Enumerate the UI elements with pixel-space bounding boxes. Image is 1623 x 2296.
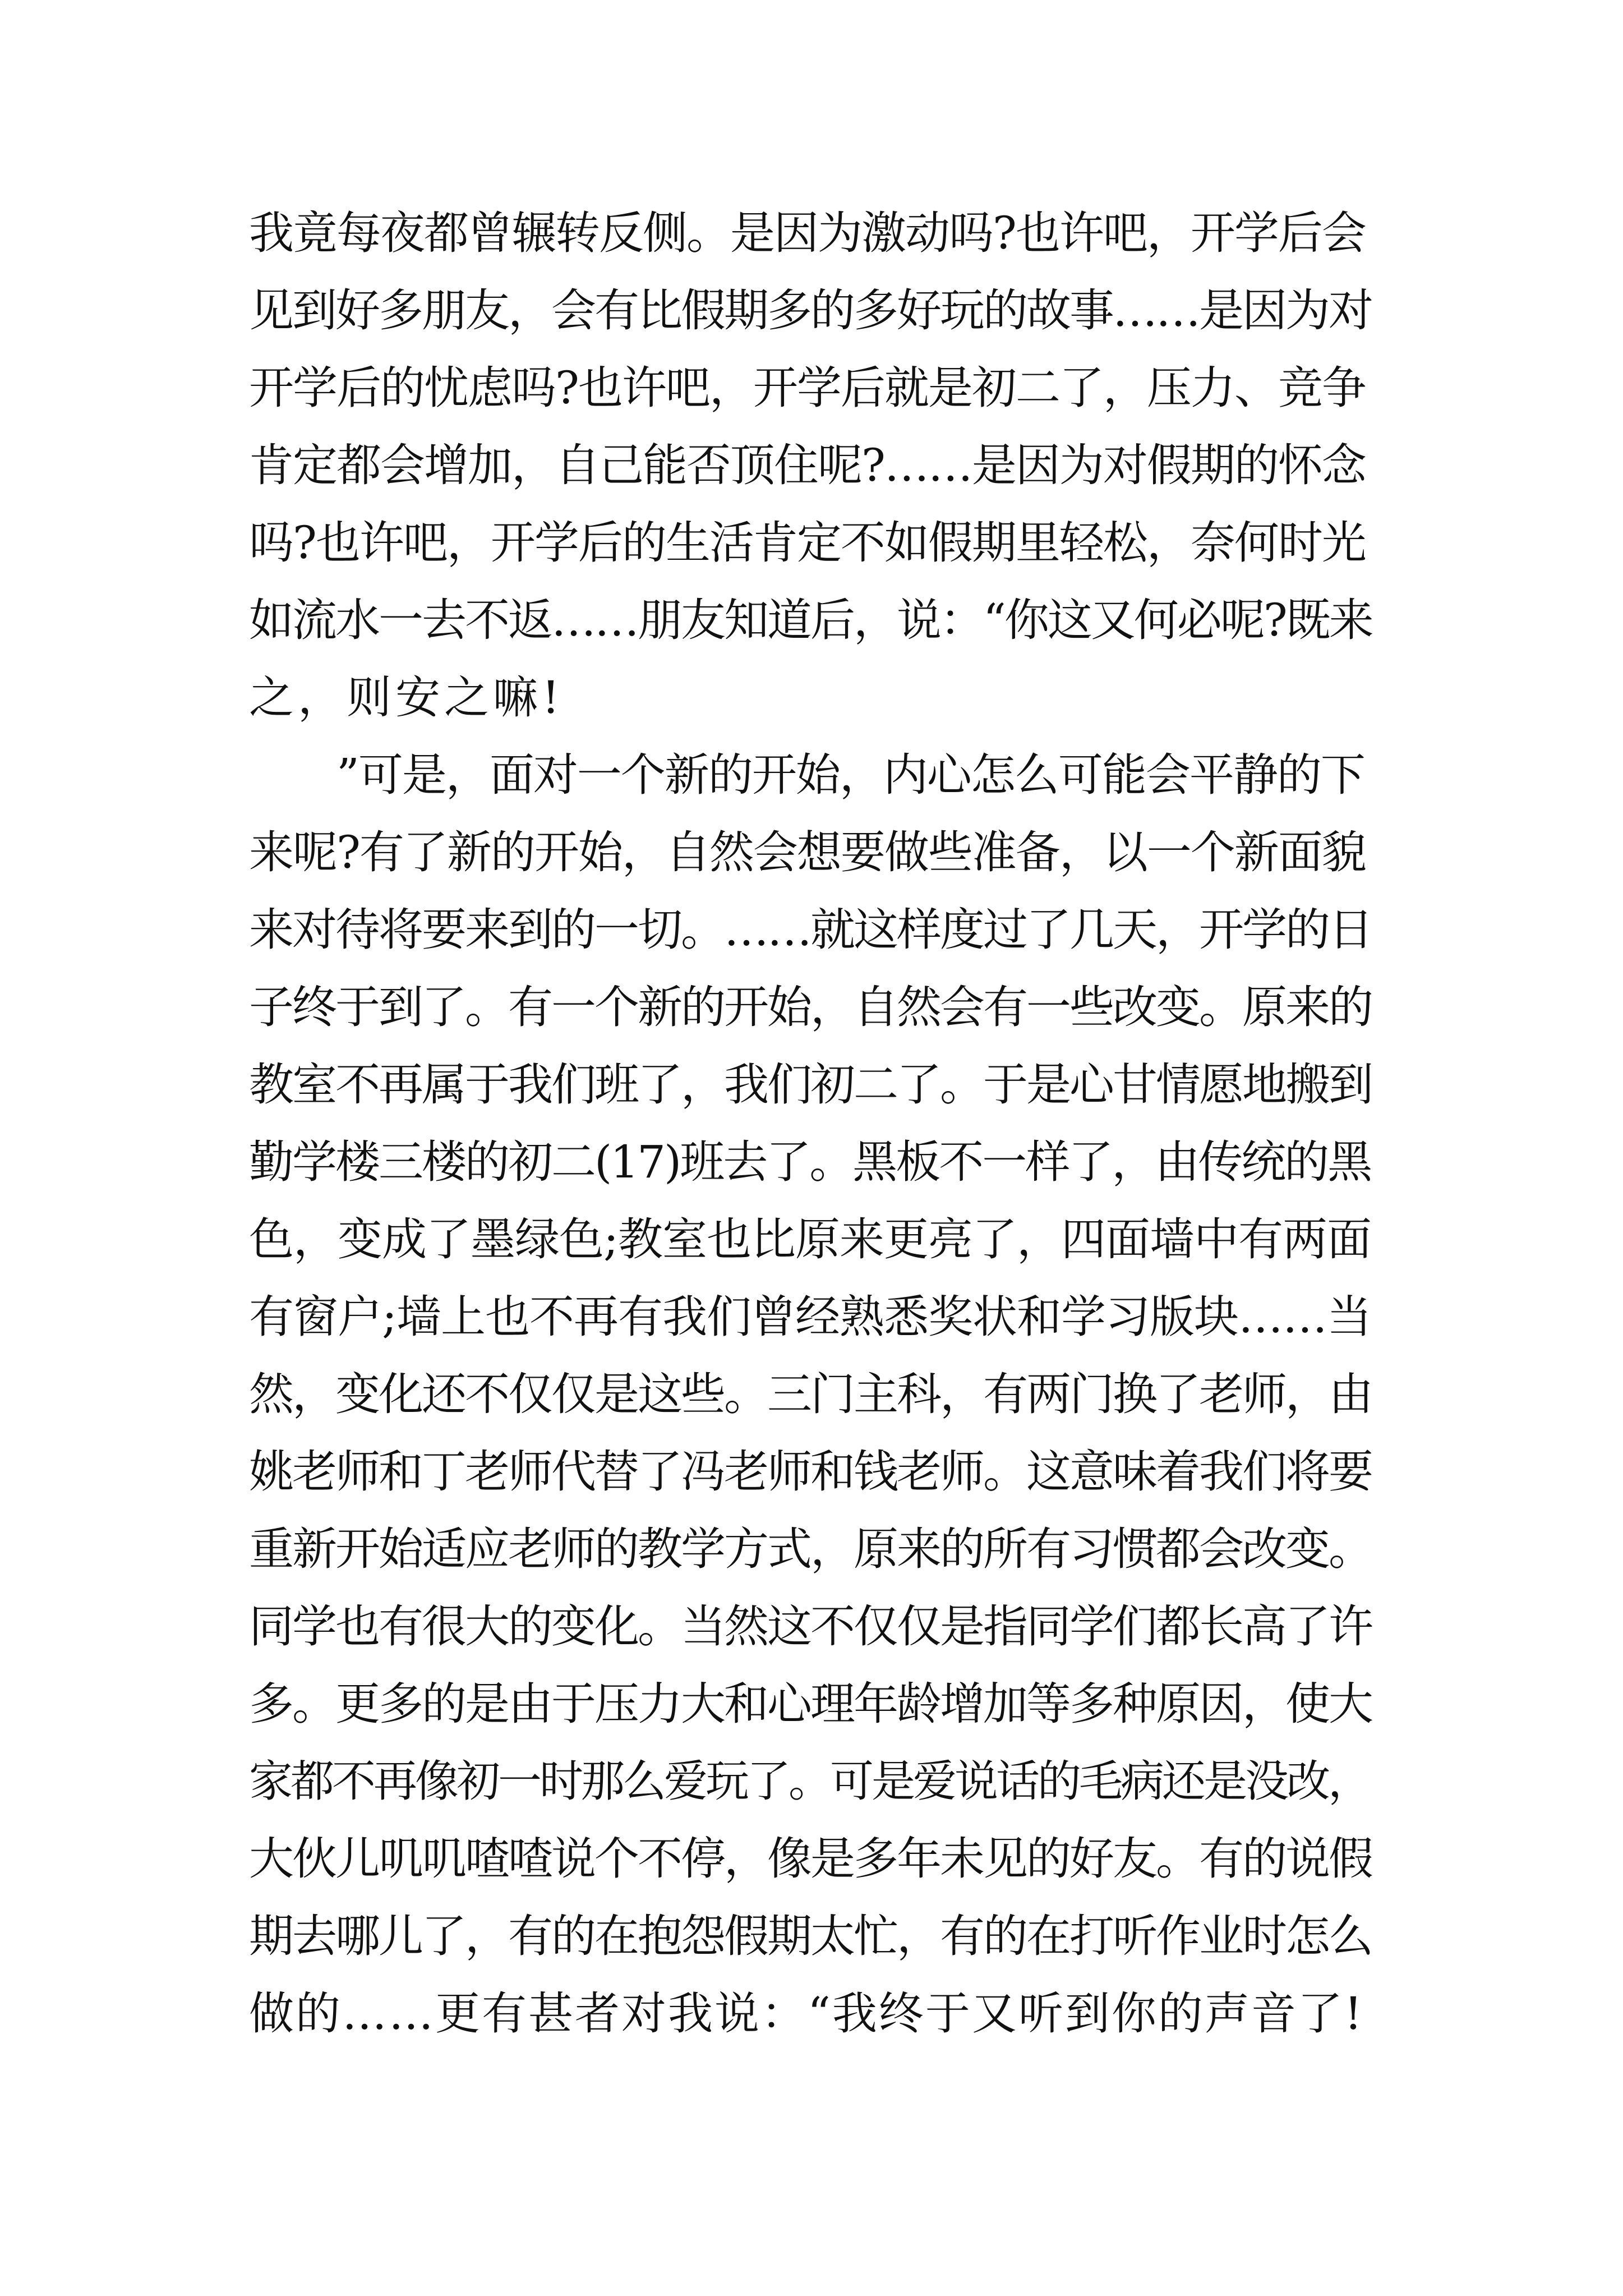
text-line: 吗?也许吧，开学后的生活肯定不如假期里轻松，奈何时光 — [249, 517, 1366, 569]
text-line: 多。更多的是由于压力大和心理年龄增加等多种原因，使大 — [249, 1678, 1372, 1730]
text-line: ”可是，面对一个新的开始，内心怎么可能会平静的下 — [249, 749, 1364, 801]
text-line: 肯定都会增加，自己能否顶住呢?……是因为对假期的怀念 — [249, 439, 1366, 491]
text-line: 期去哪儿了，有的在抱怨假期太忙，有的在打听作业时怎么 — [249, 1910, 1372, 1962]
text-line: 开学后的忧虑吗?也许吧，开学后就是初二了，压力、竞争 — [249, 362, 1366, 414]
text-line: 之，则安之嘛! — [249, 671, 564, 724]
text-line: 重新开始适应老师的教学方式，原来的所有习惯都会改变。 — [249, 1523, 1372, 1575]
text-line: 如流水一去不返……朋友知道后，说：“你这又何必呢?既来 — [249, 594, 1372, 646]
text-line: 见到好多朋友，会有比假期多的多好玩的故事……是因为对 — [249, 284, 1372, 337]
text-line: 做的……更有甚者对我说：“我终于又听到你的声音了! — [249, 1987, 1364, 2040]
text-line: 勤学楼三楼的初二(17)班去了。黑板不一样了，由传统的黑 — [249, 1136, 1371, 1188]
text-line: 色，变成了墨绿色;教室也比原来更亮了，四面墙中有两面 — [249, 1213, 1371, 1266]
text-line: 然，变化还不仅仅是这些。三门主科，有两门换了老师，由 — [249, 1368, 1372, 1420]
text-line: 有窗户;墙上也不再有我们曾经熟悉奖状和学习版块……当 — [249, 1291, 1371, 1343]
text-line: 大伙儿叽叽喳喳说个不停，像是多年未见的好友。有的说假 — [249, 1833, 1372, 1885]
text-line: 同学也有很大的变化。当然这不仅仅是指同学们都长高了许 — [249, 1600, 1372, 1653]
text-line: 教室不再属于我们班了，我们初二了。于是心甘情愿地搬到 — [249, 1059, 1372, 1111]
text-line: 我竟每夜都曾辗转反侧。是因为激动吗?也许吧，开学后会 — [249, 207, 1366, 259]
text-line: 子终于到了。有一个新的开始，自然会有一些改变。原来的 — [249, 981, 1372, 1033]
text-line: 姚老师和丁老师代替了冯老师和钱老师。这意味着我们将要 — [249, 1446, 1372, 1498]
text-line: 来对待将要来到的一切。……就这样度过了几天，开学的日 — [249, 904, 1372, 956]
text-line: 家都不再像初一时那么爱玩了。可是爱说话的毛病还是没改， — [249, 1756, 1370, 1807]
text-line: 来呢?有了新的开始，自然会想要做些准备，以一个新面貌 — [249, 826, 1366, 878]
